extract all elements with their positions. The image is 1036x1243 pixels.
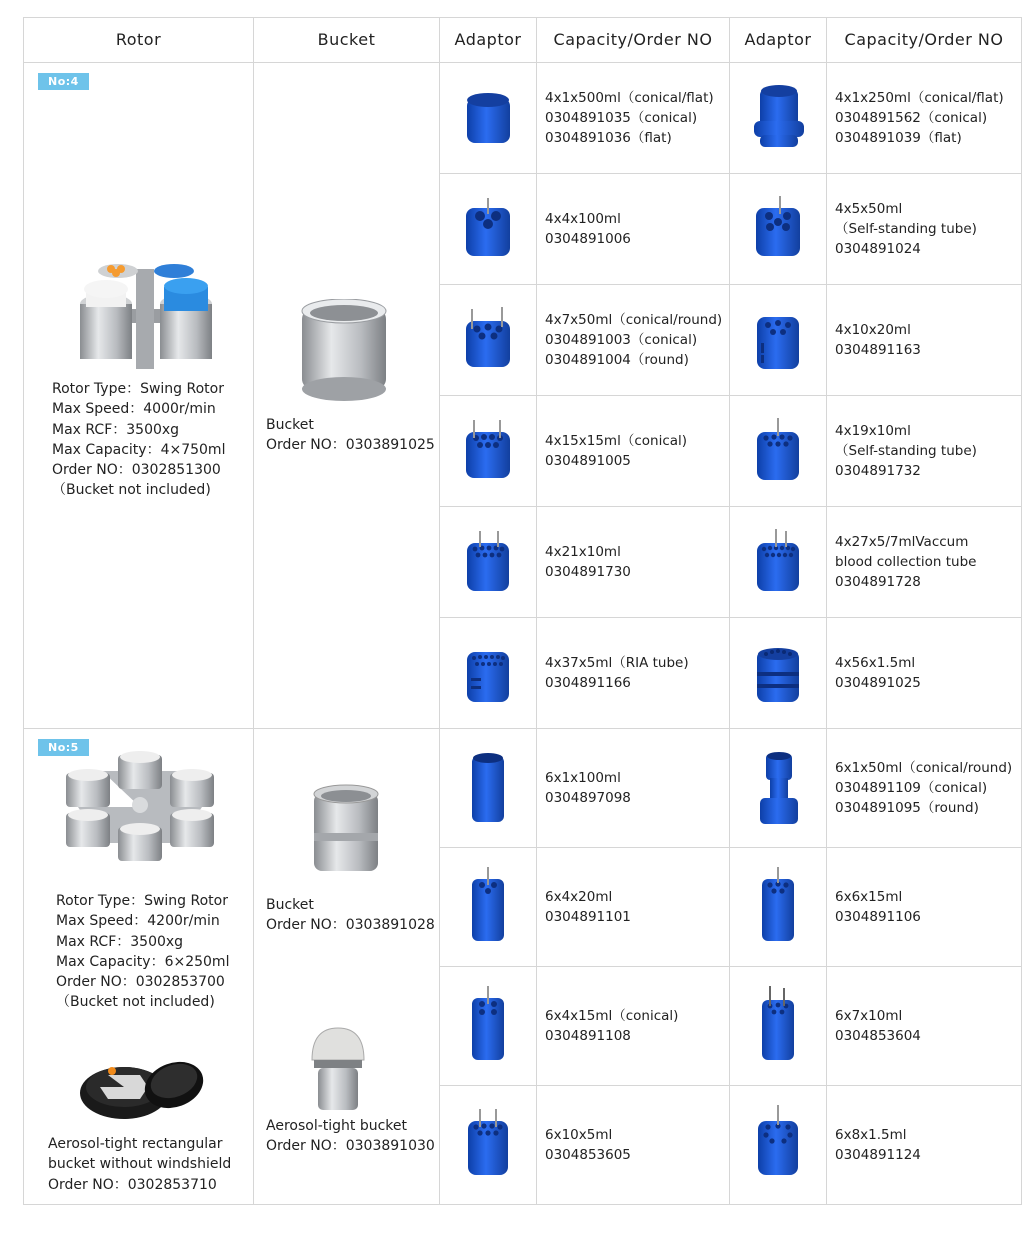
adaptor-image-cell [730,618,827,729]
adaptor-4x10x20ml-icon [730,305,827,375]
rotor-specs-no5: Rotor Type：Swing Rotor Max Speed：4200r/min Max RCF：3500xg Max Capacity：6×250ml Order NO：0302853700 （Bucket not included) [56,893,230,1011]
adaptor-250ml-icon [730,83,827,153]
capacity-cell: 6x7x10ml 0304853604 [827,967,1022,1086]
adaptor-4x21x10ml-icon [440,527,537,597]
aerosol-bucket-text: Aerosol-tight bucket Order NO：0303891030 [266,1118,435,1155]
aerosol-bucket-image [306,1024,370,1114]
adaptor-image-cell [440,63,537,174]
adaptor-4x27x5ml-icon [730,527,827,597]
capacity-cell: 4x5x50ml （Self-standing tube) 0304891024 [827,174,1022,285]
rotor-cell-no4 [24,63,254,729]
adaptor-image-cell [440,1086,537,1205]
adaptor-image-cell [440,618,537,729]
capacity-cell: 4x56x1.5ml 0304891025 [827,618,1022,729]
bucket-text-no5: Bucket Order NO：0303891028 [266,897,435,934]
adaptor-image-cell [730,507,827,618]
adaptor-image-cell [730,63,827,174]
aerosol-rotor-image [78,1051,208,1123]
adaptor-6x6x15ml-icon [730,867,827,947]
capacity-cell: 6x8x1.5ml 0304891124 [827,1086,1022,1205]
header-capacity-left: Capacity/Order NO [537,18,730,63]
adaptor-4x5x50ml-icon [730,194,827,264]
adaptor-4x7x50ml-icon [440,305,537,375]
table-row [24,63,1022,174]
bucket-cell-no4 [254,63,440,729]
adaptor-6x4x15ml-icon [440,986,537,1066]
table-row [24,729,1022,848]
rotor-specs-no4: Rotor Type：Swing Rotor Max Speed：4000r/min Max RCF：3500xg Max Capacity：4×750ml Order NO：0302851300 （Bucket not included) [52,381,226,499]
capacity-cell: 4x21x10ml 0304891730 [537,507,730,618]
adaptor-image-cell [440,396,537,507]
capacity-cell: 4x4x100ml 0304891006 [537,174,730,285]
capacity-cell: 4x1x500ml（conical/flat) 0304891035（conical) 0304891036（flat) [537,63,730,174]
adaptor-image-cell [730,967,827,1086]
capacity-cell: 6x1x50ml（conical/round) 0304891109（conical) 0304891095（round) [827,729,1022,848]
adaptor-6x7x10ml-icon [730,986,827,1066]
header-adaptor-left: Adaptor [440,18,537,63]
aerosol-rotor-text: Aerosol-tight rectangular bucket without windshield Order NO：0302853710 [48,1136,232,1193]
adaptor-6x1x100ml-icon [440,748,537,828]
adaptor-image-cell [440,848,537,967]
adaptor-image-cell [730,848,827,967]
adaptor-6x4x20ml-icon [440,867,537,947]
adaptor-image-cell [440,729,537,848]
adaptor-image-cell [730,1086,827,1205]
capacity-cell: 6x6x15ml 0304891106 [827,848,1022,967]
capacity-cell: 4x27x5/7mlVaccum blood collection tube 0304891728 [827,507,1022,618]
adaptor-image-cell [730,174,827,285]
capacity-cell: 6x4x20ml 0304891101 [537,848,730,967]
header-adaptor-right: Adaptor [730,18,827,63]
adaptor-6x10x5ml-icon [440,1105,537,1185]
swing-rotor-4-image [66,259,226,379]
header-capacity-right: Capacity/Order NO [827,18,1022,63]
bucket-cell-no5 [254,729,440,1205]
adaptor-image-cell [440,967,537,1086]
adaptor-table [23,17,1022,1205]
adaptor-6x1x50ml-icon [730,748,827,828]
adaptor-4x100ml-icon [440,194,537,264]
capacity-cell: 4x15x15ml（conical) 0304891005 [537,396,730,507]
bucket-image-no5 [310,783,382,879]
capacity-cell: 4x37x5ml（RIA tube) 0304891166 [537,618,730,729]
rotor-cell-no5 [24,729,254,1205]
adaptor-image-cell [730,285,827,396]
header-rotor: Rotor [24,18,254,63]
adaptor-image-cell [440,174,537,285]
bucket-text-no4: Bucket Order NO：0303891025 [266,417,435,454]
bucket-image-no4 [296,299,392,405]
adaptor-image-cell [730,729,827,848]
adaptor-4x15x15ml-icon [440,416,537,486]
adaptor-image-cell [730,396,827,507]
swing-rotor-6-image [62,751,218,863]
adaptor-4x56x1.5ml-icon [730,638,827,708]
capacity-cell: 4x1x250ml（conical/flat) 0304891562（conical) 0304891039（flat) [827,63,1022,174]
adaptor-image-cell [440,285,537,396]
adaptor-image-cell [440,507,537,618]
badge-no5: No:5 [38,739,89,756]
capacity-cell: 6x10x5ml 0304853605 [537,1086,730,1205]
adaptor-4x19x10ml-icon [730,416,827,486]
capacity-cell: 4x10x20ml 0304891163 [827,285,1022,396]
adaptor-4x37x5ml-icon [440,638,537,708]
capacity-cell: 4x19x10ml （Self-standing tube) 0304891732 [827,396,1022,507]
adaptor-500ml-icon [440,83,537,153]
badge-no4: No:4 [38,73,89,90]
capacity-cell: 6x4x15ml（conical) 0304891108 [537,967,730,1086]
header-row [24,18,1022,63]
adaptor-6x8x1.5ml-icon [730,1105,827,1185]
header-bucket: Bucket [254,18,440,63]
capacity-cell: 4x7x50ml（conical/round) 0304891003（conical) 0304891004（round) [537,285,730,396]
capacity-cell: 6x1x100ml 0304897098 [537,729,730,848]
